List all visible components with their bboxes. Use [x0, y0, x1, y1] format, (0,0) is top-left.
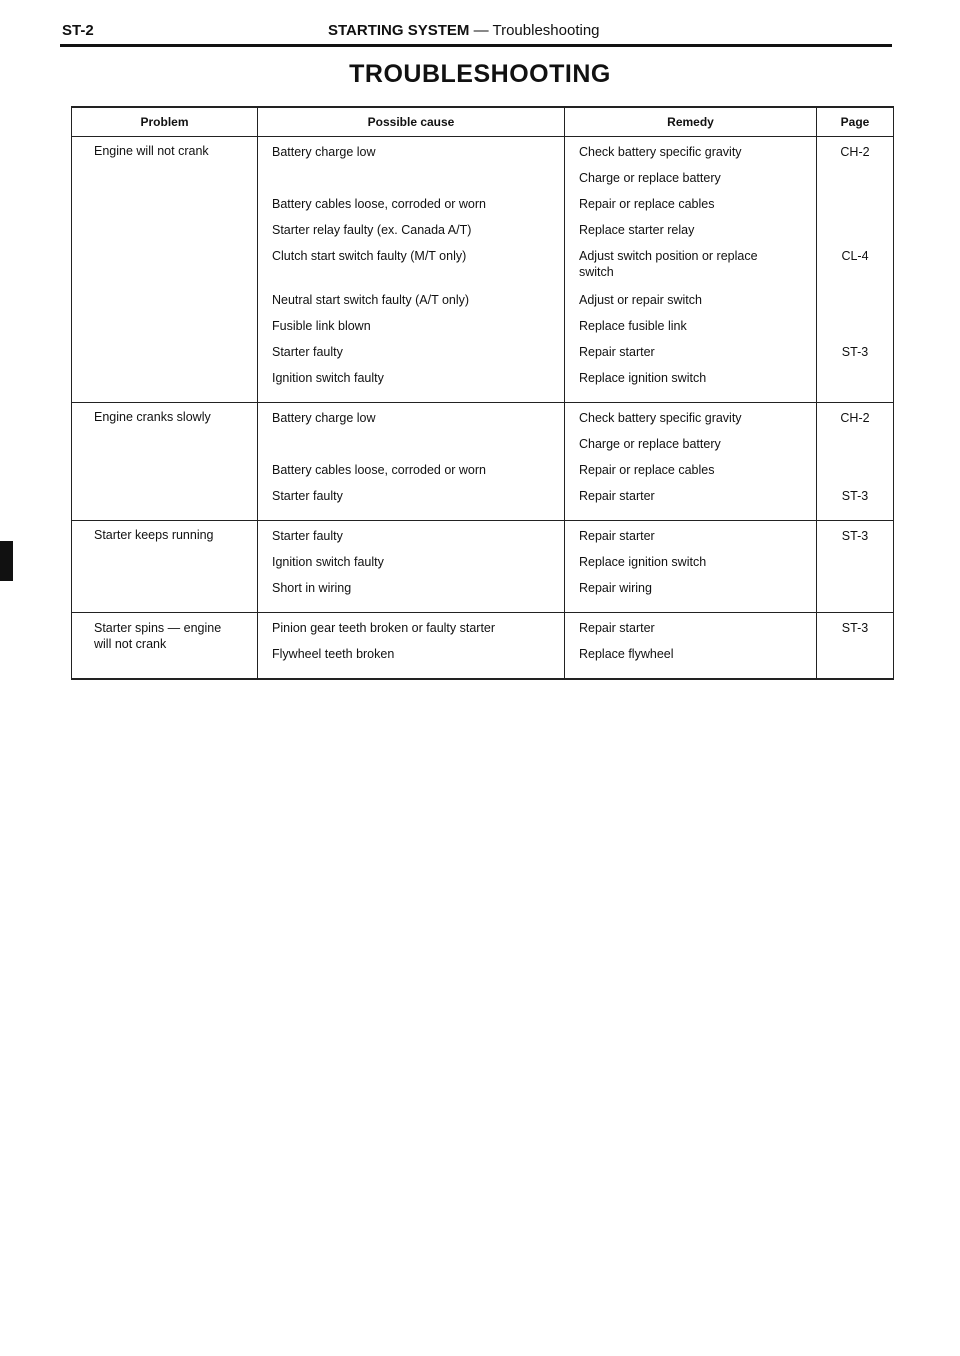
page-cell	[817, 521, 894, 613]
cause-line: Starter faulty	[272, 345, 343, 359]
remedy-line: Check battery specific gravity	[579, 411, 742, 425]
remedy-line: Repair or replace cables	[579, 197, 715, 211]
page-cell	[817, 137, 894, 403]
remedy-line: Charge or replace battery	[579, 171, 721, 185]
table-header-row	[72, 107, 894, 137]
page-ref: CH-2	[840, 145, 870, 159]
cause-line	[272, 436, 554, 462]
page-ref	[817, 292, 893, 318]
page-ref: CL-4	[841, 249, 869, 263]
remedy-line: Replace flywheel	[579, 647, 674, 661]
page-ref	[817, 554, 893, 580]
page-ref: ST-3	[841, 489, 869, 503]
page-ref	[817, 580, 893, 606]
remedy-line: Replace ignition switch	[579, 371, 707, 385]
problem-text: Starter keeps running	[94, 528, 214, 542]
cause-cell	[258, 137, 565, 403]
remedy-line: Replace starter relay	[579, 223, 695, 237]
remedy-cell	[565, 613, 817, 680]
table-row	[72, 403, 894, 521]
section-separator: —	[473, 22, 489, 39]
page-ref	[817, 462, 893, 488]
cause-line: Starter faulty	[272, 489, 343, 503]
problem-cell	[72, 521, 258, 613]
cause-cell	[258, 403, 565, 521]
page-ref	[817, 222, 893, 248]
problem-text: Engine cranks slowly	[94, 410, 211, 424]
remedy-cell	[565, 521, 817, 613]
cause-line: Ignition switch faulty	[272, 371, 384, 385]
page-title: TROUBLESHOOTING	[349, 60, 611, 88]
page-ref: ST-3	[841, 345, 869, 359]
remedy-line: Repair starter	[579, 621, 655, 635]
remedy-cell	[565, 137, 817, 403]
table-row	[72, 137, 894, 403]
cause-line: Battery cables loose, corroded or worn	[272, 463, 486, 477]
remedy-line: Charge or replace battery	[579, 437, 721, 451]
remedy-line: Repair starter	[579, 529, 655, 543]
cause-line: Battery charge low	[272, 145, 376, 159]
troubleshooting-table	[71, 106, 894, 680]
problem-text: Engine will not crank	[94, 144, 209, 158]
page-cell	[817, 613, 894, 680]
column-header-remedy: Remedy	[565, 107, 817, 137]
column-header-problem: Problem	[72, 107, 258, 137]
remedy-line: Replace fusible link	[579, 319, 687, 333]
cause-line: Neutral start switch faulty (A/T only)	[272, 293, 470, 307]
remedy-line: Repair starter	[579, 345, 655, 359]
cause-line: Flywheel teeth broken	[272, 647, 395, 661]
remedy-line: Adjust or repair switch	[579, 293, 702, 307]
page-ref	[817, 318, 893, 344]
section-title	[328, 22, 600, 39]
subsection-name: Troubleshooting	[492, 22, 600, 39]
table-row	[72, 613, 894, 680]
page-ref	[817, 196, 893, 222]
page-header	[62, 22, 892, 44]
remedy-line: Check battery specific gravity	[579, 145, 742, 159]
page-ref	[817, 370, 893, 396]
cause-line: Ignition switch faulty	[272, 555, 384, 569]
page-ref	[817, 646, 893, 672]
cause-cell	[258, 613, 565, 680]
page-cell	[817, 403, 894, 521]
page-ref	[817, 436, 893, 462]
remedy-line: Adjust switch position or replace switch	[579, 249, 758, 279]
problem-cell	[72, 403, 258, 521]
remedy-line: Repair or replace cables	[579, 463, 715, 477]
cause-line: Starter relay faulty (ex. Canada A/T)	[272, 223, 472, 237]
remedy-line: Repair starter	[579, 489, 655, 503]
page-ref	[817, 170, 893, 196]
column-header-page: Page	[817, 107, 894, 137]
table-row	[72, 521, 894, 613]
cause-line: Battery cables loose, corroded or worn	[272, 197, 486, 211]
cause-line: Pinion gear teeth broken or faulty starter	[272, 621, 496, 635]
section-tab-marker	[0, 541, 13, 581]
problem-text: Starter spins — engine will not crank	[94, 621, 222, 651]
page-ref: ST-3	[841, 621, 869, 635]
cause-line	[272, 170, 554, 196]
cause-line: Clutch start switch faulty (M/T only)	[272, 249, 467, 263]
page-ref: CH-2	[840, 411, 870, 425]
problem-cell	[72, 613, 258, 680]
remedy-cell	[565, 403, 817, 521]
column-header-cause: Possible cause	[258, 107, 565, 137]
cause-cell	[258, 521, 565, 613]
section-name: STARTING SYSTEM	[328, 22, 470, 39]
cause-line: Battery charge low	[272, 411, 376, 425]
remedy-line: Repair wiring	[579, 581, 652, 595]
page-code: ST-2	[62, 22, 94, 39]
cause-line: Short in wiring	[272, 581, 352, 595]
page-ref: ST-3	[841, 529, 869, 543]
header-rule	[60, 44, 892, 47]
cause-line: Starter faulty	[272, 529, 343, 543]
remedy-line: Replace ignition switch	[579, 555, 707, 569]
problem-cell	[72, 137, 258, 403]
cause-line: Fusible link blown	[272, 319, 371, 333]
